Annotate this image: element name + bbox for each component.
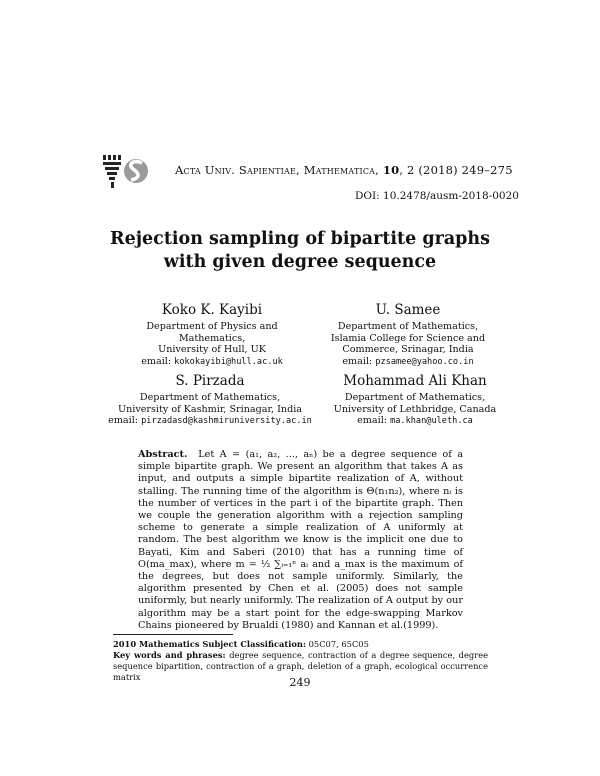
author-affiliation: Department of Mathematics, (139, 392, 281, 403)
abstract (138, 449, 463, 632)
journal-citation: Acta Univ. Sapientiae, Mathematica, 10, 2 (2018) 249–275 (175, 163, 513, 177)
author-email: email: pirzadasd@kashmiruniversity.ac.in (108, 415, 312, 427)
abstract-label: Abstract. (138, 449, 188, 460)
journal-logo-icon (103, 152, 149, 190)
doi: DOI: 10.2478/ausm-2018-0020 (355, 190, 519, 202)
paper-title-line-2: with given degree sequence (163, 252, 437, 272)
paper-title-line-1: Rejection sampling of bipartite graphs (110, 229, 490, 249)
author-email: email: kokokayibi@hull.ac.uk (141, 355, 283, 367)
author-block (325, 373, 505, 427)
journal-issue-pages: 2 (2018) 249–275 (407, 163, 513, 177)
author-email: email: ma.khan@uleth.ca (357, 415, 473, 427)
author-name: Mohammad Ali Khan (343, 373, 487, 389)
author-email: email: pzsamee@yahoo.co.in (342, 355, 474, 367)
keywords: Key words and phrases: degree sequence, contraction of a degree sequence, degree sequence bipartition, contraction of a graph, deletion of a graph, ecological occurrence matrix (113, 650, 488, 682)
abstract-text: Let A = (a₁, a₂, ..., aₙ) be a degree sequence of a simple bipartite graph. We present an algorithm that takes A as input, and outputs a simple bipartite realization of A, without stalling. The running time of the algorithm is Θ(n₁n₂), where nᵢ is the number of vertices in the part i of the bipartite graph. Then we couple the generation algorithm with a rejection sampling scheme to generate a simple realization of A uniformly at random. The best algorithm we know is the implicit one due to Bayati, Kim and Saberi (2010) that has a running time of O(ma_max), where m = ½ ∑ᵢ₌₁ⁿ aᵢ and a_max is the maximum of the degrees, but does not sample uniformly. Similarly, the algorithm presented by Chen et al. (2005) does not sample uniformly, but nearly uniformly. The realization of A output by our algorithm may be a start point for the edge-swapping Markov Chains pioneered by Brualdi (1980) and Kannan et al.(1999). (138, 449, 463, 631)
author-block (112, 302, 312, 368)
author-affiliation: Department of Mathematics, (337, 321, 479, 332)
author-affiliation: Department of Physics and Mathematics, (146, 321, 278, 344)
journal-volume: 10 (382, 163, 400, 177)
author-affiliation: Commerce, Srinagar, India (342, 344, 474, 356)
author-block (318, 302, 498, 368)
author-block (105, 373, 315, 427)
page-number: 249 (289, 676, 311, 689)
author-affiliation: Department of Mathematics, (344, 392, 486, 403)
footnote-rule (113, 634, 233, 635)
msc-classification: 2010 Mathematics Subject Classification: 05C07, 65C05 (113, 639, 369, 649)
journal-name: Acta Univ. Sapientiae, Mathematica, (175, 163, 380, 177)
author-affiliation: University of Lethbridge, Canada (333, 403, 497, 415)
author-affiliation: University of Hull, UK (158, 344, 266, 356)
author-name: S. Pirzada (175, 373, 245, 389)
author-name: Koko K. Kayibi (161, 302, 263, 318)
paper-title (100, 228, 500, 274)
author-name: U. Samee (375, 302, 441, 318)
author-affiliation: Islamia College for Science and (330, 332, 486, 344)
author-affiliation: University of Kashmir, Srinagar, India (117, 403, 302, 415)
